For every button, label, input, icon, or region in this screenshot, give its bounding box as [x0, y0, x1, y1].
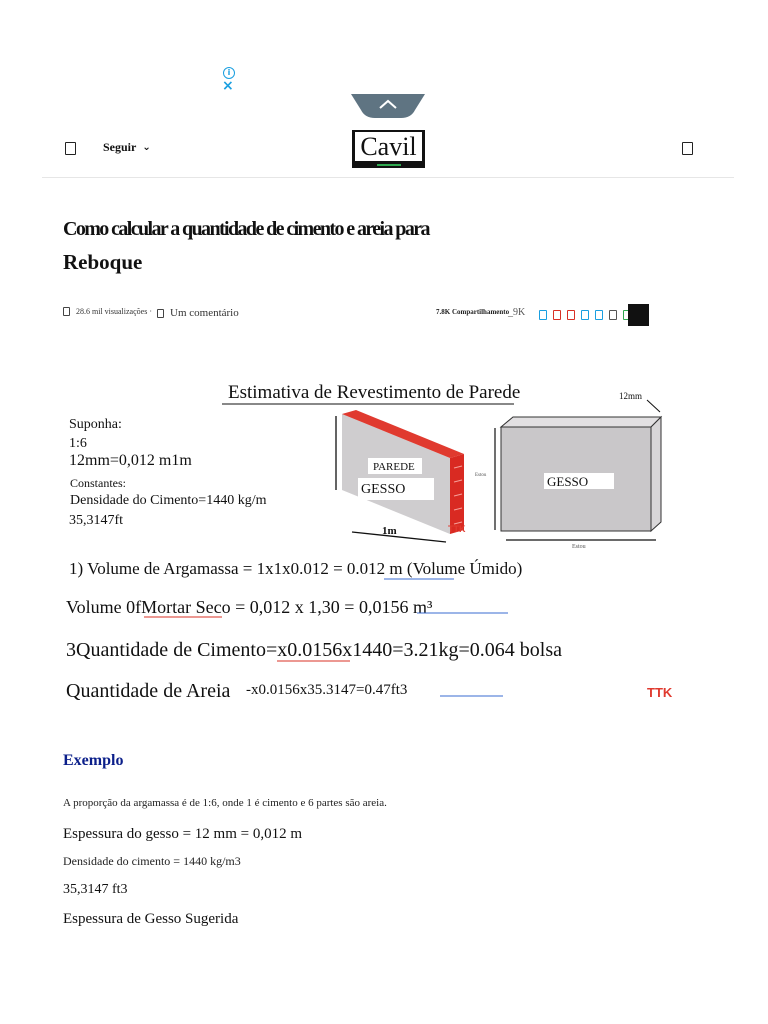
- share-count: _9K: [508, 307, 526, 318]
- assume-label: Suponha:: [69, 417, 122, 432]
- logo-text: Cavil: [355, 132, 422, 161]
- equation-2: Volume 0fMortar Seco = 0,012 x 1,30 = 0,0156 m³: [66, 597, 433, 617]
- share-button-5[interactable]: [595, 310, 603, 320]
- share-more-button[interactable]: [628, 304, 649, 326]
- dim-12mm: 12mm: [619, 391, 643, 401]
- equation-3: 3Quantidade de Cimento=x0.0156x1440=3.21kg=0.064 bolsa: [66, 639, 563, 661]
- views-count: 28.6 mil visualizações ·: [76, 307, 152, 316]
- gesso-right-label: GESSO: [547, 474, 589, 489]
- shares-label: 7.8K Compartilhamento: [436, 308, 510, 316]
- collapse-ad-tab[interactable]: [351, 94, 425, 118]
- dim-1m: 1m: [382, 525, 397, 537]
- share-button-1[interactable]: [539, 310, 547, 320]
- thickness-dimension: [647, 400, 660, 412]
- ad-close-icon[interactable]: ×: [222, 78, 234, 94]
- share-button-4[interactable]: [581, 310, 589, 320]
- eye-icon: [63, 307, 70, 316]
- watermark-large: TTK: [647, 685, 673, 700]
- density-label: Densidade do Cimento=1440 kg/m: [70, 493, 267, 508]
- plaster-estimate-figure: [62, 372, 702, 712]
- watermark-small: TTK: [448, 524, 466, 534]
- equation-1: 1) Volume de Argamassa = 1x1x0.012 = 0.012 m (Volume Úmido): [69, 559, 523, 578]
- menu-icon[interactable]: [65, 142, 76, 155]
- constants-label: Constantes:: [70, 476, 126, 490]
- example-line-5: Espessura de Gesso Sugerida: [63, 911, 239, 927]
- chevron-down-icon: ⌄: [142, 142, 151, 153]
- sand-constant-label: 35,3147ft: [69, 513, 124, 528]
- share-button-2[interactable]: [553, 310, 561, 320]
- ratio-label: 1:6: [69, 436, 87, 451]
- example-line-4: 35,3147 ft3: [63, 882, 128, 897]
- article-title: Como calcular a quantidade de cimento e areia para: [63, 218, 429, 240]
- article-title-line2: Reboque: [63, 250, 143, 274]
- logo-accent-bar: [377, 164, 401, 166]
- example-heading: Exemplo: [63, 752, 124, 769]
- search-icon[interactable]: [682, 142, 693, 155]
- share-button-3[interactable]: [567, 310, 575, 320]
- dim-estou-bottom: Estou: [572, 544, 586, 550]
- share-button-6[interactable]: [609, 310, 617, 320]
- wall-label: PAREDE: [373, 461, 415, 473]
- site-header: [42, 126, 734, 178]
- width-dimension: [352, 532, 446, 542]
- views-meta: [63, 307, 152, 316]
- plaster-block-illustration: [475, 391, 661, 550]
- thickness-label: 12mm=0,012 m1m: [69, 452, 192, 469]
- ad-info-icon[interactable]: i: [223, 67, 235, 79]
- example-line-2: Espessura do gesso = 12 mm = 0,012 m: [63, 826, 302, 842]
- comment-icon: [157, 309, 164, 318]
- follow-button[interactable]: [103, 140, 151, 155]
- example-line-3: Densidade do cimento = 1440 kg/m3: [63, 854, 241, 868]
- comments-link[interactable]: [157, 307, 239, 319]
- gesso-left-label: GESSO: [361, 482, 406, 497]
- comments-label: Um comentário: [170, 307, 239, 319]
- site-logo[interactable]: [352, 130, 425, 168]
- dim-estou-side: Estou: [475, 473, 487, 478]
- example-line-1: A proporção da argamassa é de 1:6, onde 1 é cimento e 6 partes são areia.: [63, 797, 387, 809]
- share-buttons: [539, 310, 631, 320]
- wall-illustration: [336, 410, 466, 542]
- equation-4-label: Quantidade de Areia: [66, 680, 231, 702]
- follow-label: Seguir: [103, 140, 137, 154]
- figure-heading: Estimativa de Revestimento de Parede: [228, 382, 521, 403]
- equation-4-value: -x0.0156x35.3147=0.47ft3: [246, 682, 408, 698]
